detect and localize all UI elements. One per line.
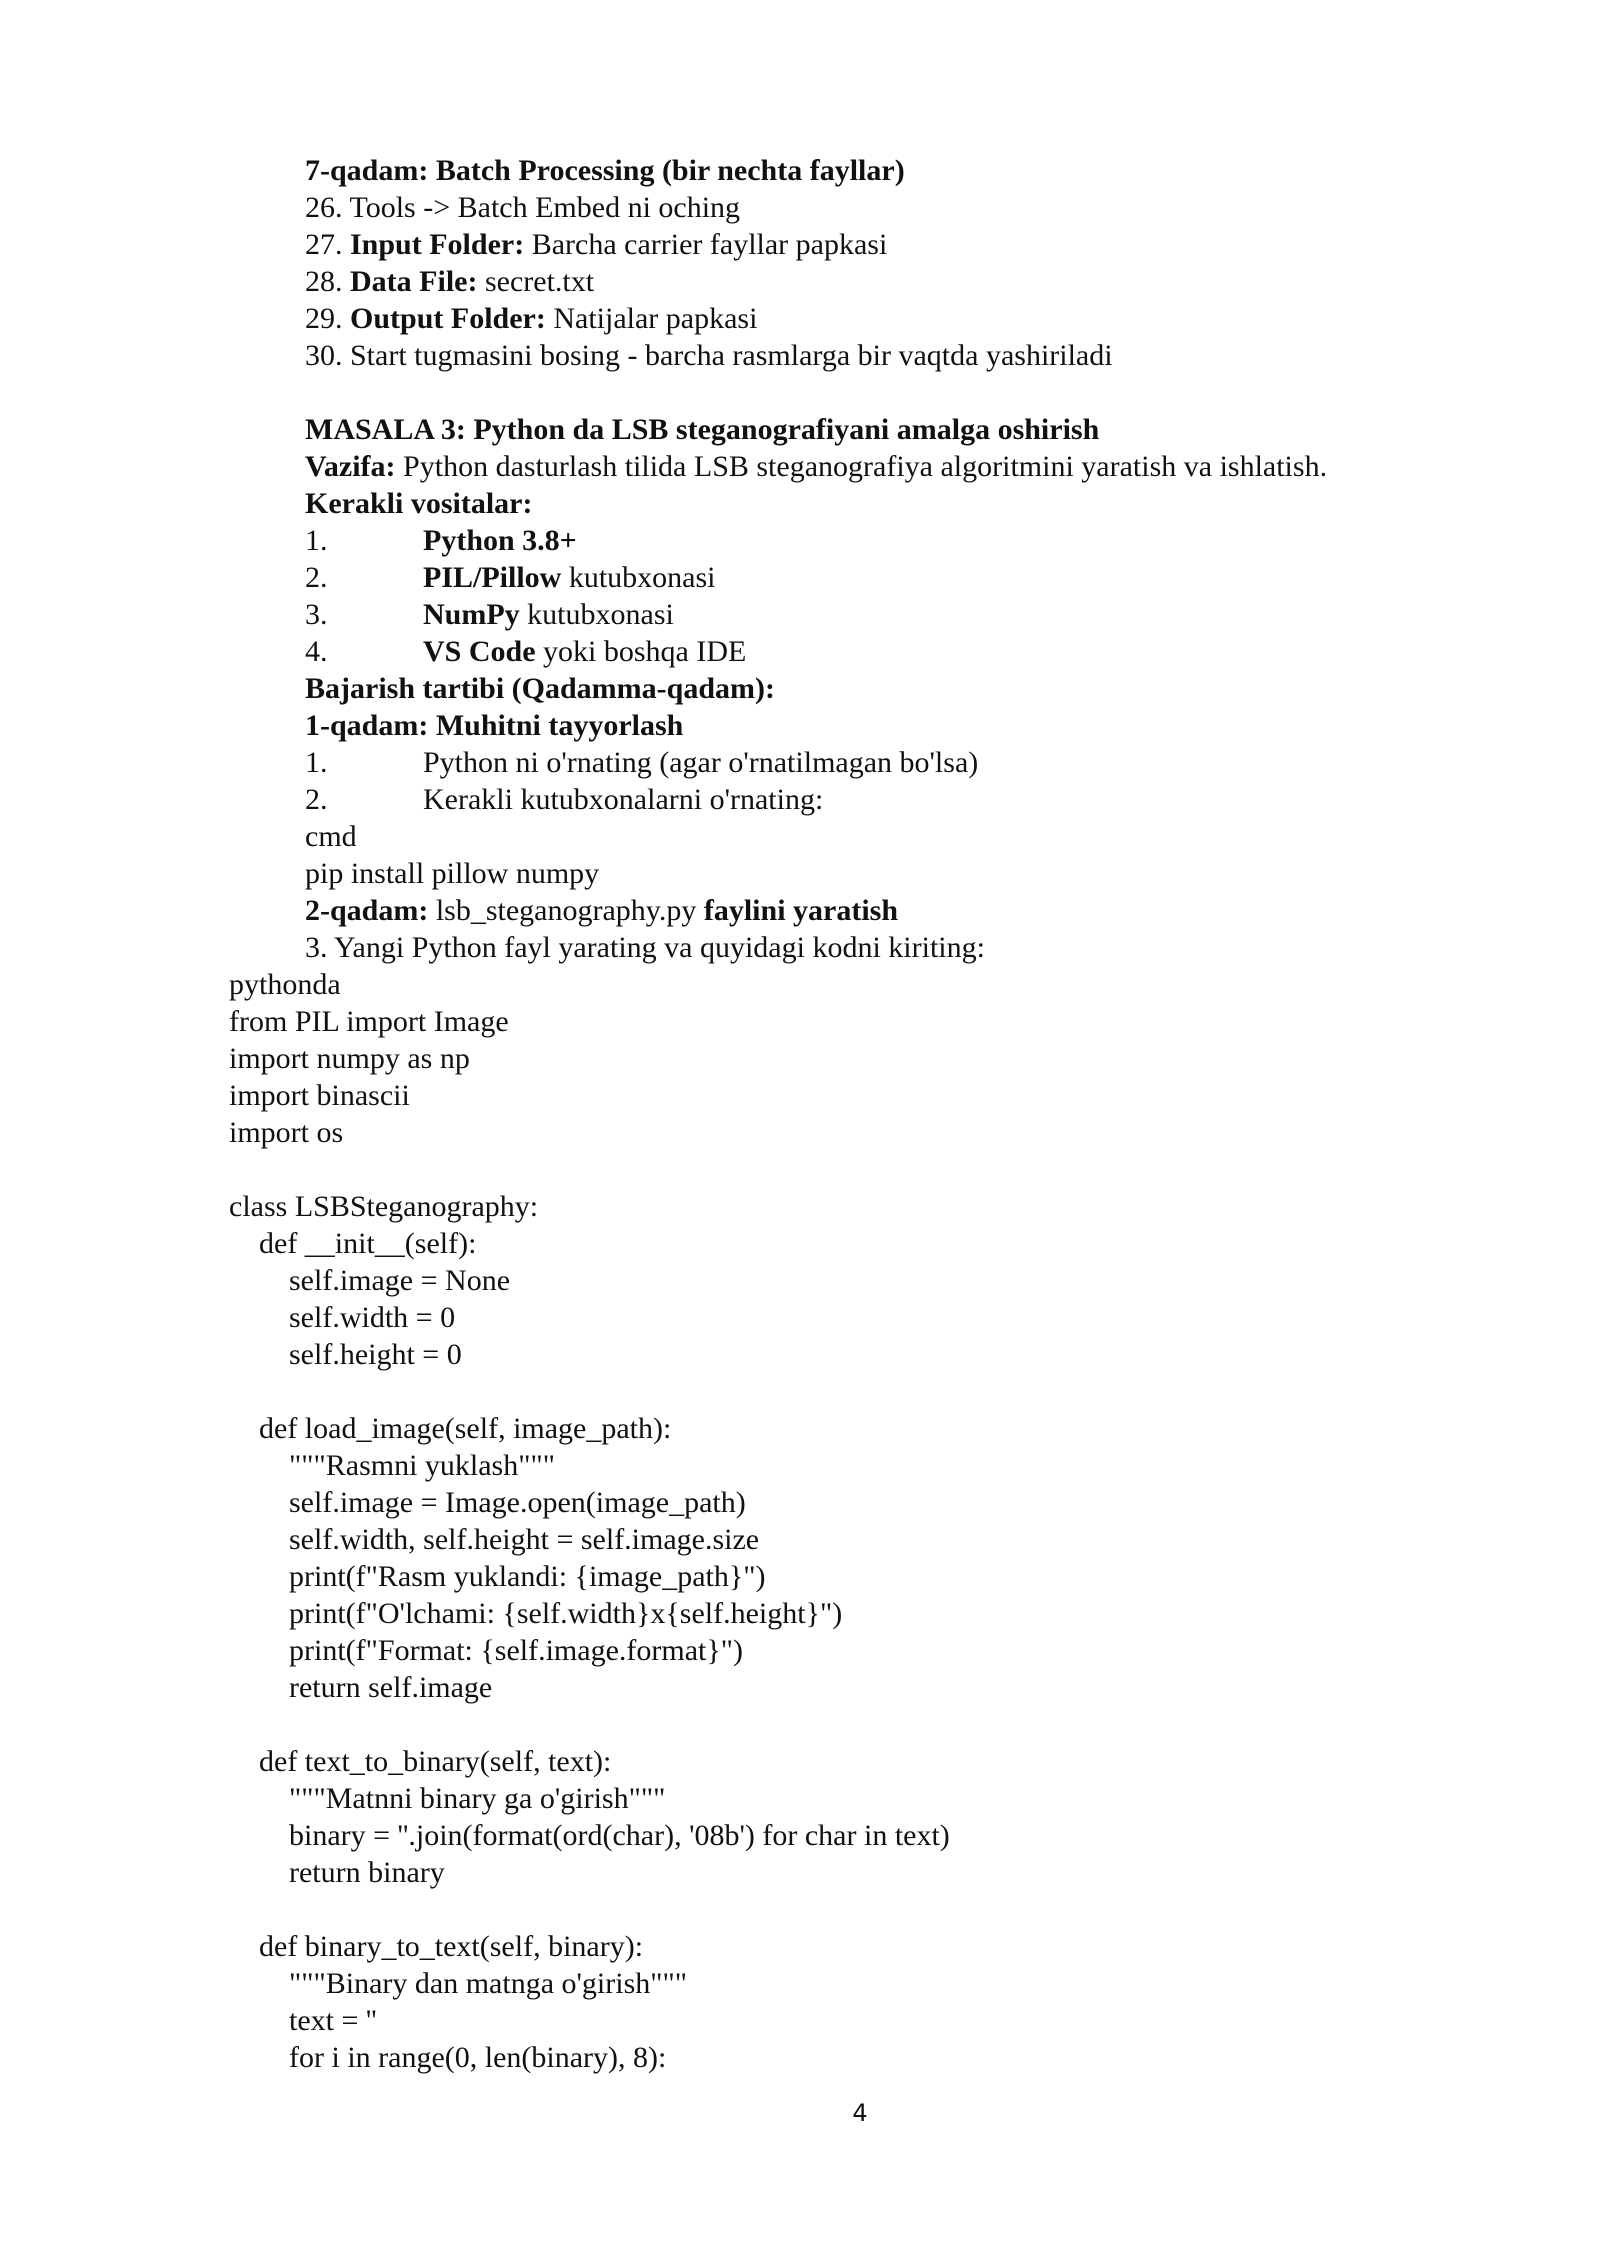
code-line: text = '' xyxy=(229,2004,377,2037)
code-line: print(f"O'lchami: {self.width}x{self.height}") xyxy=(229,1597,843,1630)
step7-item-29 xyxy=(305,301,757,337)
code-line: return self.image xyxy=(229,1671,493,1704)
cmd-line: pip install pillow numpy xyxy=(305,857,600,890)
item-number: 3. xyxy=(305,598,328,631)
step7-heading: 7-qadam: Batch Processing (bir nechta fayllar) xyxy=(305,154,905,187)
masala3-title: MASALA 3: Python da LSB steganografiyani amalga oshirish xyxy=(305,413,1100,446)
code-line: print(f"Format: {self.image.format}") xyxy=(229,1634,743,1667)
masala3-task xyxy=(305,449,1327,485)
tools-heading: Kerakli vositalar: xyxy=(305,487,533,520)
code-line: self.image = Image.open(image_path) xyxy=(229,1486,746,1519)
item-number: 2. xyxy=(305,561,328,594)
step1-heading: 1-qadam: Muhitni tayyorlash xyxy=(305,709,684,742)
tool-rest: kutubxonasi xyxy=(527,598,674,631)
code-line: def text_to_binary(self, text): xyxy=(229,1745,612,1778)
task-label: Vazifa: xyxy=(305,450,396,483)
step2-heading xyxy=(305,893,898,929)
step7-item-27 xyxy=(305,227,887,263)
code-line: self.width = 0 xyxy=(229,1301,456,1334)
tool-item-2 xyxy=(305,560,716,596)
code-line: return binary xyxy=(229,1856,445,1889)
code-line: def __init__(self): xyxy=(229,1227,477,1260)
tool-name: NumPy xyxy=(423,598,520,631)
item-text: Start tugmasini bosing - barcha rasmlarga bir vaqtda yashiriladi xyxy=(350,339,1113,372)
tool-name: Python 3.8+ xyxy=(423,524,577,557)
item-label: Data File: xyxy=(350,265,478,298)
item-number: 30. xyxy=(305,339,343,372)
item-text: Tools -> Batch Embed ni oching xyxy=(349,191,741,224)
code-line: print(f"Rasm yuklandi: {image_path}") xyxy=(229,1560,766,1593)
code-line: import numpy as np xyxy=(229,1042,470,1075)
code-line: import binascii xyxy=(229,1079,410,1112)
item-number: 27. xyxy=(305,228,343,261)
tool-rest: yoki boshqa IDE xyxy=(543,635,747,668)
item-number: 1. xyxy=(305,524,328,557)
code-line: def binary_to_text(self, binary): xyxy=(229,1930,644,1963)
tool-item-4 xyxy=(305,634,746,670)
cmd-label: cmd xyxy=(305,820,357,853)
item-label: Input Folder: xyxy=(350,228,525,261)
code-line: self.image = None xyxy=(229,1264,511,1297)
code-line: """Rasmni yuklash""" xyxy=(229,1449,555,1482)
step2-rest: faylini yaratish xyxy=(703,894,899,927)
tool-name: VS Code xyxy=(423,635,536,668)
step3-text: 3. Yangi Python fayl yarating va quyidagi kodni kiriting: xyxy=(305,931,985,964)
step1-item-2 xyxy=(305,782,823,818)
step7-item-28 xyxy=(305,264,594,300)
tool-item-1 xyxy=(305,523,577,559)
step7-item-26 xyxy=(305,190,740,226)
code-line: self.width, self.height = self.image.size xyxy=(229,1523,760,1556)
code-line: class LSBSteganography: xyxy=(229,1190,539,1223)
item-number: 2. xyxy=(305,783,328,816)
item-number: 26. xyxy=(305,191,343,224)
item-text: Barcha carrier fayllar papkasi xyxy=(531,228,888,261)
item-text: secret.txt xyxy=(484,265,595,298)
tool-item-3 xyxy=(305,597,674,633)
step2-label: 2-qadam: xyxy=(305,894,429,927)
item-number: 1. xyxy=(305,746,328,779)
item-number: 4. xyxy=(305,635,328,668)
tool-name: PIL/Pillow xyxy=(423,561,562,594)
item-number: 29. xyxy=(305,302,343,335)
item-text: Natijalar papkasi xyxy=(553,302,758,335)
code-line: self.height = 0 xyxy=(229,1338,462,1371)
page-number: 4 xyxy=(852,2099,868,2127)
code-line: pythonda xyxy=(229,968,341,1001)
code-line: """Binary dan matnga o'girish""" xyxy=(229,1967,687,2000)
code-line: import os xyxy=(229,1116,344,1149)
step1-item-1 xyxy=(305,745,978,781)
item-number: 28. xyxy=(305,265,343,298)
code-line: """Matnni binary ga o'girish""" xyxy=(229,1782,666,1815)
code-line: binary = ''.join(format(ord(char), '08b') for char in text) xyxy=(229,1819,950,1852)
item-label: Output Folder: xyxy=(350,302,546,335)
item-text: Python ni o'rnating (agar o'rnatilmagan bo'lsa) xyxy=(423,746,979,779)
code-line: def load_image(self, image_path): xyxy=(229,1412,672,1445)
code-line: from PIL import Image xyxy=(229,1005,509,1038)
order-heading: Bajarish tartibi (Qadamma-qadam): xyxy=(305,672,775,705)
tool-rest: kutubxonasi xyxy=(568,561,716,594)
item-text: Kerakli kutubxonalarni o'rnating: xyxy=(423,783,824,816)
step7-item-30 xyxy=(305,338,1113,374)
task-text: Python dasturlash tilida LSB steganografiya algoritmini yaratish va ishlatish. xyxy=(403,450,1328,483)
code-line: for i in range(0, len(binary), 8): xyxy=(229,2041,667,2074)
step2-file: lsb_steganography.py xyxy=(435,894,697,927)
